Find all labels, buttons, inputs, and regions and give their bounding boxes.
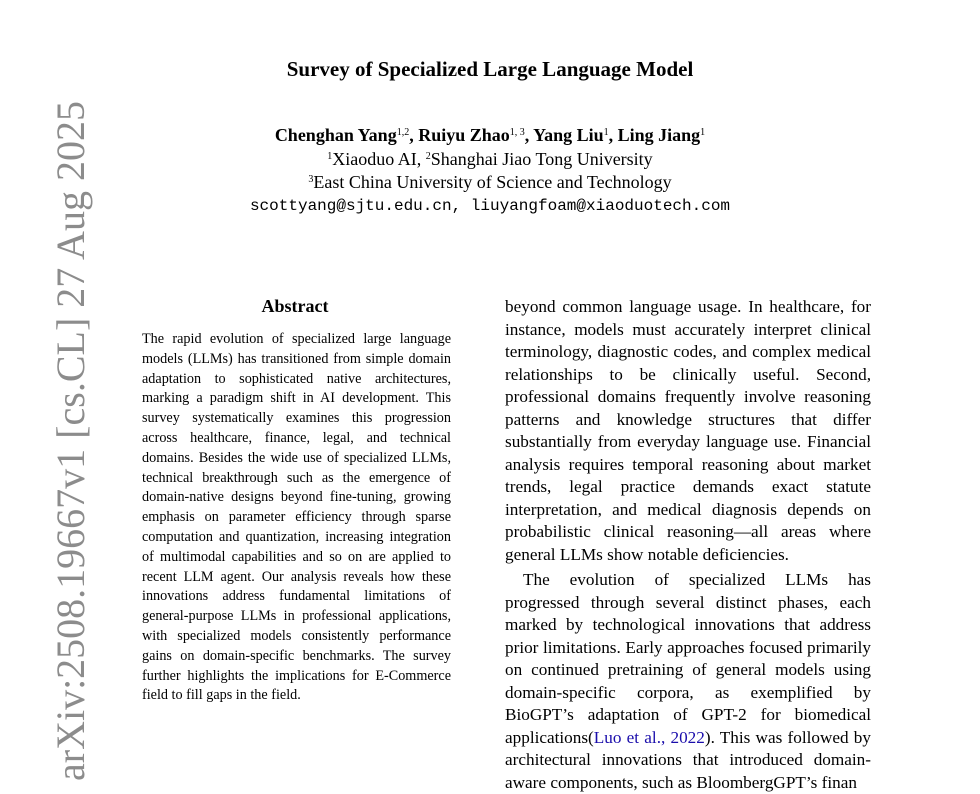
affiliation-line-1 — [0, 149, 980, 170]
affiliation-line-2 — [0, 172, 980, 193]
citation-link[interactable]: Luo et al., 2022 — [593, 727, 705, 747]
abstract-text: The rapid evolution of specialized large language models (LLMs) has transitioned from simple domain adaptation to sophisticated native architectures, marking a paradigm shift in AI development. This survey systematically examines this progression across healthcare, finance, legal, and technical domains. Besides the wide use of specialized LLMs, technical breakthrough such as the emergence of domain-native designs beyond fine-tuning, growing emphasis on parameter efficiency through sparse computation and quantization, increasing integration of multimodal capabilities and so on are applied to recent LLM agent. Our analysis reveals how these innovations address fundamental limitations of general-purpose LLMs in professional applications, with specialized models consistently performance gains on domain-specific benchmarks. The survey further highlights the implications for E-Commerce field to fill gaps in the field. — [142, 331, 451, 704]
body-paragraph — [505, 569, 871, 794]
arxiv-stamp: arXiv:2508.19667v1 [cs.CL] 27 Aug 2025 — [48, 101, 93, 781]
author-list — [0, 125, 980, 146]
body-text: The evolution of specialized LLMs has progressed through several distinct phases, each marked by technological innovations that address prior limitations. Early approaches focused primarily on continued pretraining of general models using domain-specific corpora, as exemplified by BioGPT’s adaptation of GPT-2 for biomedical applications( — [505, 570, 871, 747]
body-paragraph: beyond common language usage. In healthcare, for instance, models must accurately interpret clinical terminology, diagnostic codes, and complex medical relationships to be clinically useful. Second, professional domains frequently involve reasoning patterns and knowledge structures that differ substantially from everyday language use. Financial analysis requires temporal reasoning about market trends, legal practice demands exact statute interpretation, and medical diagnosis depends on probabilistic clinical reasoning—all areas where general LLMs show notable deficiencies. — [505, 297, 871, 564]
author-affiliation-mark: 1, 3 — [509, 127, 525, 138]
author-name: Yang Liu — [533, 125, 604, 145]
author-separator: , — [409, 125, 419, 145]
affiliation-mark: 1 — [327, 151, 333, 162]
affiliation-name: East China University of Science and Technology — [313, 172, 672, 192]
abstract-heading: Abstract — [261, 296, 329, 316]
author-name: Ling Jiang — [617, 125, 701, 145]
paper-title: Survey of Specialized Large Language Model — [286, 57, 694, 81]
author-name: Chenghan Yang — [274, 125, 397, 145]
affiliation-name: Xiaoduo AI, — [332, 149, 426, 169]
author-affiliation-mark: 1 — [603, 127, 609, 138]
body-column-right — [505, 296, 871, 794]
affiliation-name: Shanghai Jiao Tong University — [430, 149, 653, 169]
affiliation-mark: 2 — [425, 151, 431, 162]
author-separator: , — [524, 125, 534, 145]
body-text: ). This was followed by architectural innovations that introduced domain-aware components, such as BloombergGPT’s finan — [505, 727, 871, 792]
author-affiliation-mark: 1 — [700, 127, 706, 138]
author-affiliation-mark: 1,2 — [396, 127, 410, 138]
author-emails: scottyang@sjtu.edu.cn, liuyangfoam@xiaoduotech.com — [249, 197, 731, 215]
author-separator: , — [608, 125, 618, 145]
author-name: Ruiyu Zhao — [418, 125, 510, 145]
affiliation-mark: 3 — [308, 174, 314, 185]
